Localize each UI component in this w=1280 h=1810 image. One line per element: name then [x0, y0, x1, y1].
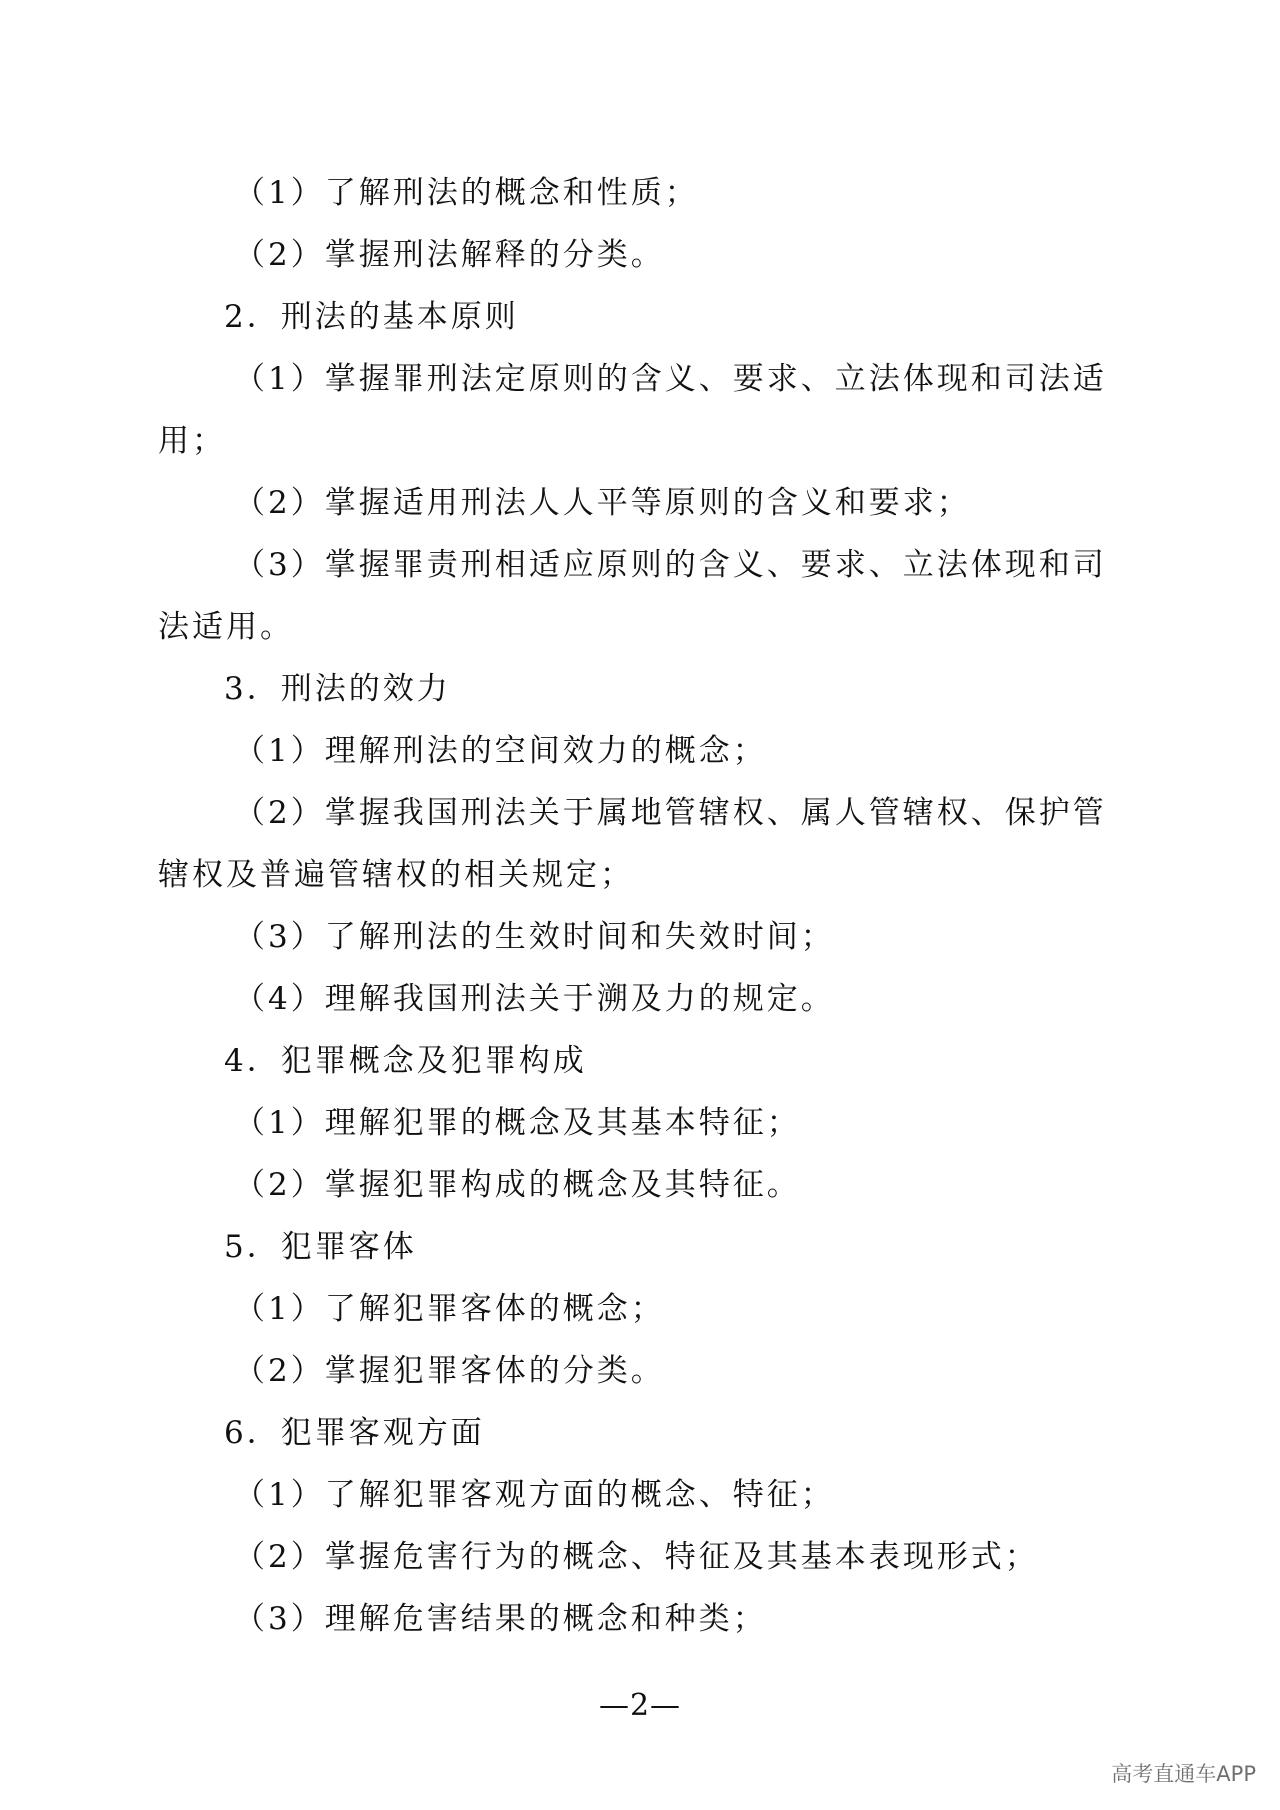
text-line-continuation: 用；: [158, 423, 226, 459]
app-watermark: 高考直通车APP: [1111, 1762, 1256, 1786]
text-line: （1）掌握罪刑法定原则的含义、要求、立法体现和司法适: [234, 361, 1107, 397]
text-line: （1）了解犯罪客体的概念；: [234, 1291, 665, 1327]
text-line: （1）了解犯罪客观方面的概念、特征；: [234, 1477, 835, 1513]
text-line: （2）掌握我国刑法关于属地管辖权、属人管辖权、保护管: [234, 795, 1107, 831]
text-line: （1）理解刑法的空间效力的概念；: [234, 733, 767, 769]
section-heading: 6．犯罪客观方面: [224, 1415, 485, 1451]
section-heading: 5．犯罪客体: [224, 1229, 417, 1265]
section-heading: 3．刑法的效力: [224, 671, 451, 707]
text-line: （2）掌握犯罪构成的概念及其特征。: [234, 1167, 801, 1203]
text-line: （3）理解危害结果的概念和种类；: [234, 1601, 767, 1637]
section-heading: 2．刑法的基本原则: [224, 299, 519, 335]
text-line: （1）了解刑法的概念和性质；: [234, 175, 699, 211]
text-line-continuation: 法适用。: [158, 609, 294, 645]
document-body: [158, 162, 1138, 1650]
text-line: （2）掌握犯罪客体的分类。: [234, 1353, 665, 1389]
text-line: （4）理解我国刑法关于溯及力的规定。: [234, 981, 835, 1017]
section-heading: 4．犯罪概念及犯罪构成: [224, 1043, 587, 1079]
text-line: （2）掌握刑法解释的分类。: [234, 237, 665, 273]
text-line: （3）了解刑法的生效时间和失效时间；: [234, 919, 835, 955]
text-line: （1）理解犯罪的概念及其基本特征；: [234, 1105, 801, 1141]
text-line: （3）掌握罪责刑相适应原则的含义、要求、立法体现和司: [234, 547, 1107, 583]
text-line: （2）掌握危害行为的概念、特征及其基本表现形式；: [234, 1539, 1039, 1575]
text-line: （2）掌握适用刑法人人平等原则的含义和要求；: [234, 485, 971, 521]
text-line-continuation: 辖权及普遍管辖权的相关规定；: [158, 857, 634, 893]
page-number: —2—: [598, 1688, 682, 1723]
